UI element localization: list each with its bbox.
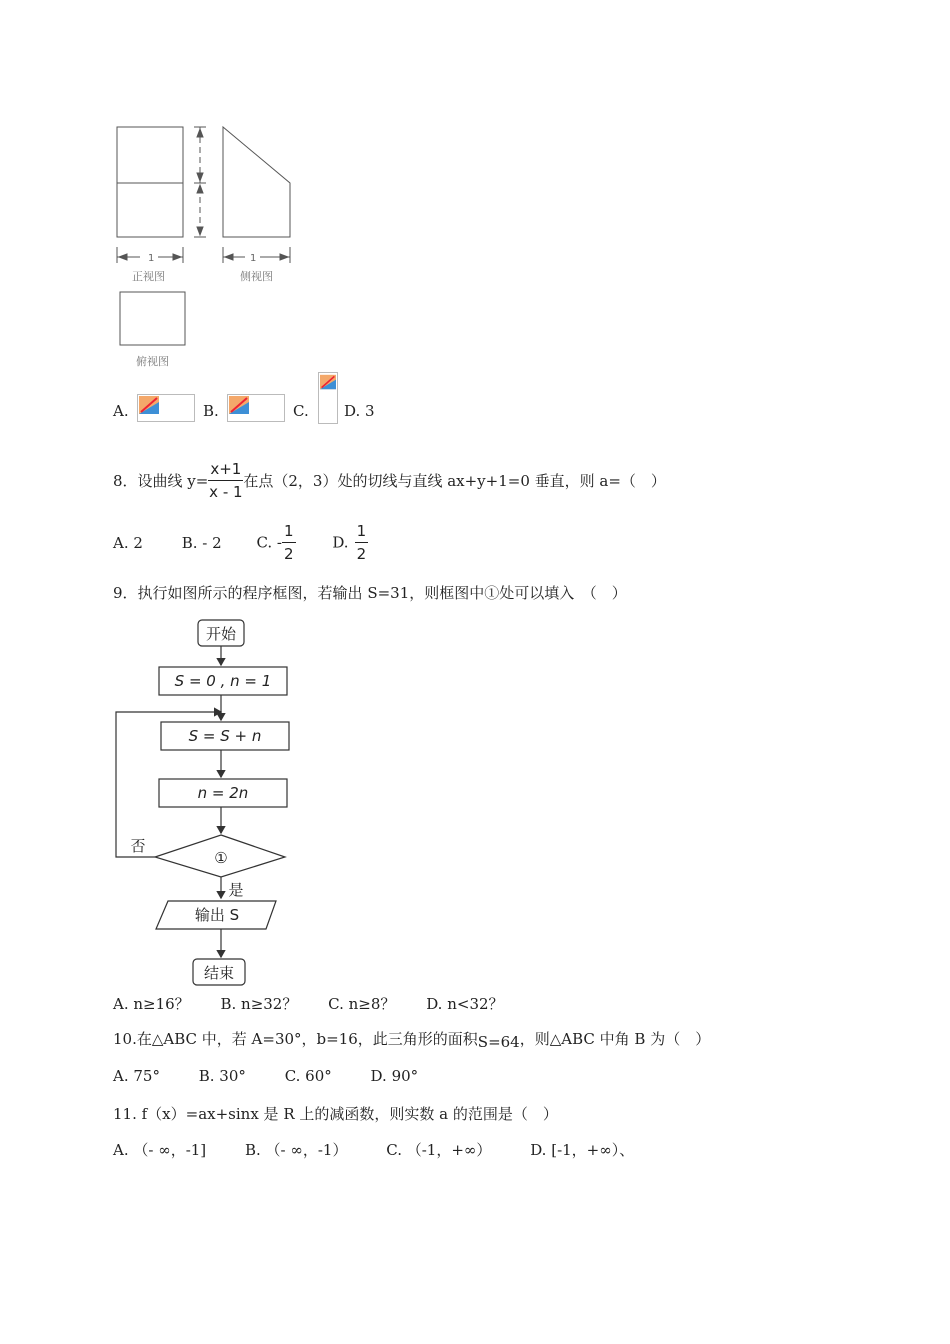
q9-option-b: B. n≥32？ <box>220 995 298 1013</box>
q8-option-d-prefix: D. <box>332 533 349 552</box>
side-dim-width: 1 <box>250 253 257 264</box>
q10-option-b: B. 30° <box>198 1067 246 1085</box>
flow-step1-text: S = S + n <box>188 727 262 745</box>
q7-option-a-label: A. <box>113 402 129 420</box>
q8-suffix: 在点（2，3）处的切线与直线 ax+y+1=0 垂直，则 a=（ ） <box>243 472 666 490</box>
q8-option-d-den: 2 <box>356 545 367 563</box>
flow-end-text: 结束 <box>203 964 235 982</box>
broken-image-icon <box>139 396 159 414</box>
q8-frac-num: x+1 <box>208 458 243 481</box>
flow-step2-text: n = 2n <box>197 784 249 802</box>
front-view-label: 正视图 <box>132 270 165 283</box>
q10-stem-a: 10.在△ABC 中，若 A=30°，b=16，此三角形的面积 <box>113 1030 478 1048</box>
q10-options <box>113 1067 418 1085</box>
flow-cond-text: ① <box>214 849 228 867</box>
q11-stem: 11. f（x）=ax+sinx 是 R 上的减函数，则实数 a 的范围是（ ） <box>113 1105 558 1123</box>
q8-option-c-den: 2 <box>283 545 294 563</box>
q9-option-c: C. n≥8？ <box>328 995 396 1013</box>
q9-stem: 9．执行如图所示的程序框图，若输出 S=31，则框图中①处可以填入 （ ） <box>113 584 627 602</box>
q8-option-d-fraction <box>355 520 369 565</box>
broken-image-icon <box>229 396 249 414</box>
q9-options <box>113 993 504 1014</box>
flow-yes-label: 是 <box>228 881 244 899</box>
q7-option-d: D. 3 <box>344 402 375 420</box>
q11-option-c: C. （-1，+∞） <box>386 1141 492 1159</box>
q11-option-b: B. （- ∞，-1） <box>244 1141 348 1159</box>
q8-fraction <box>208 458 243 503</box>
flow-output-text: 输出 S <box>194 906 240 924</box>
q10-stem <box>113 1028 710 1049</box>
q8-option-c-prefix: C. - <box>256 533 282 552</box>
q7-option-b-label: B. <box>203 402 219 420</box>
q8-option-a: A. 2 <box>113 533 143 552</box>
q8-options <box>113 520 368 565</box>
flow-no-label: 否 <box>130 837 146 855</box>
q10-option-a: A. 75° <box>113 1067 160 1085</box>
side-view-label: 侧视图 <box>240 270 273 283</box>
q9-flowchart <box>110 615 310 990</box>
q9-option-a: A. n≥16？ <box>113 995 190 1013</box>
q8-option-c-fraction <box>282 520 296 565</box>
q11-options <box>113 1139 634 1160</box>
q8-option-c-num: 1 <box>282 520 296 543</box>
three-views-figure <box>100 115 320 375</box>
flow-init-text: S = 0 , n = 1 <box>174 672 272 690</box>
q8-stem <box>113 458 666 503</box>
front-dim-width: 1 <box>148 253 155 264</box>
q9-option-d: D. n<32？ <box>426 995 504 1013</box>
q7-option-c-label: C. <box>293 402 309 420</box>
q8-option-d-num: 1 <box>355 520 369 543</box>
q10-option-d: D. 90° <box>370 1067 419 1085</box>
side-view <box>223 127 290 263</box>
q7-option-b-image <box>227 394 285 422</box>
q10-stem-c: ，则△ABC 中角 B 为（ ） <box>519 1030 711 1048</box>
q8-option-b: B. - 2 <box>181 533 222 552</box>
q8-frac-den: x - 1 <box>209 483 243 501</box>
q10-option-c: C. 60° <box>284 1067 332 1085</box>
top-view-label: 俯视图 <box>136 355 169 368</box>
q11-option-d: D. [-1，+∞）、 <box>530 1141 635 1159</box>
q8-prefix: 8．设曲线 y= <box>113 472 209 490</box>
q11-option-a: A. （- ∞，-1] <box>113 1141 207 1159</box>
top-view <box>120 292 185 345</box>
flow-start-text: 开始 <box>205 625 237 643</box>
q7-option-a-image <box>137 394 195 422</box>
front-view <box>117 127 206 263</box>
q7-option-c-image <box>318 372 338 424</box>
q10-stem-b: S=64 <box>477 1033 520 1051</box>
broken-image-icon <box>320 374 336 390</box>
